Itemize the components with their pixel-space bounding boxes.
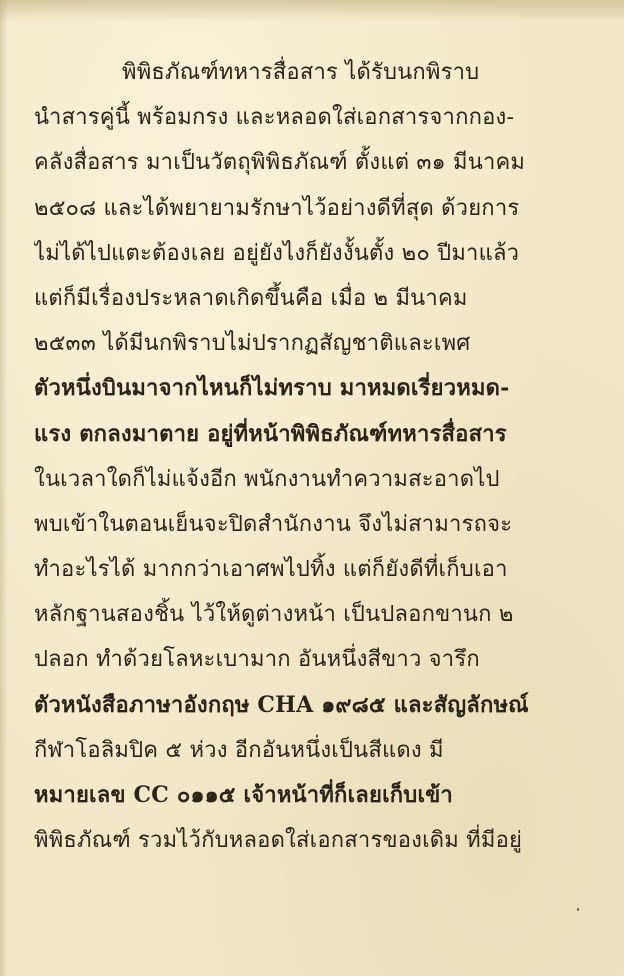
text-line: ๒๕๐๘ และได้พยายามรักษาไว้อย่างดีที่สุด ด้วยการ <box>34 195 520 221</box>
text-line: ๒๕๓๓ ได้มีนกพิราบไม่ปรากฏสัญชาติและเพศ <box>34 331 471 357</box>
text-line: ทำอะไรได้ มากกว่าเอาศพไปทิ้ง แต่ก็ยังดีที่เก็บเอา <box>34 557 508 583</box>
text-line: ปลอก ทำด้วยโลหะเบามาก อันหนึ่งสีขาว จารึก <box>34 647 480 673</box>
text-line: ในเวลาใดก็ไม่แจ้งอีก พนักงานทำความสะอาดไป <box>34 466 500 492</box>
text-line: กีฬาโอลิมปิค ๕ ห่วง อีกอันหนึ่งเป็นสีแดง มี <box>34 737 444 763</box>
text-line: พิพิธภัณฑ์ รวมไว้กับหลอดใส่เอกสารของเดิม ที่มีอยู่ <box>34 828 523 854</box>
text-line: หลักฐานสองชิ้น ไว้ให้ดูต่างหน้า เป็นปลอกขานก ๒ <box>34 602 514 628</box>
text-line: แรง ตกลงมาตาย อยู่ที่หน้าพิพิธภัณฑ์ทหารสื่อสาร <box>34 420 507 447</box>
text-line: พิพิธภัณฑ์ทหารสื่อสาร ได้รับนกพิราบ <box>122 60 480 85</box>
text-line: นำสารคู่นี้ พร้อมกรง และหลอดใส่เอกสารจากกอง- <box>34 105 515 131</box>
text-line: ตัวหนังสือภาษาอังกฤษ CHA ๑๙๘๕ และสัญลักษณ์ <box>34 691 529 718</box>
text-line: พบเข้าในตอนเย็นจะปิดสำนักงาน จึงไม่สามารถจะ <box>34 511 513 537</box>
text-line: ตัวหนึ่งบินมาจากไหนก็ไม่ทราบ มาหมดเรี่ยวหมด- <box>34 375 510 402</box>
text-line: แต่ก็มีเรื่องประหลาดเกิดขึ้นคือ เมื่อ ๒ มีนาคม <box>34 285 468 311</box>
paragraph <box>34 50 590 863</box>
print-speck <box>577 908 579 911</box>
page-left-shadow <box>0 0 8 976</box>
text-line: ไม่ได้ไปแตะต้องเลย อยู่ยังไงก็ยังงั้นตั้ง ๒๐ ปีมาแล้ว <box>34 240 520 266</box>
text-line: หมายเลข CC ๐๑๑๕ เจ้าหน้าที่ก็เลยเก็บเข้า <box>34 782 453 808</box>
page-top-shadow <box>0 0 624 22</box>
text-line: คลังสื่อสาร มาเป็นวัตถุพิพิธภัณฑ์ ตั้งแต่ ๓๑ มีนาคม <box>34 150 526 176</box>
